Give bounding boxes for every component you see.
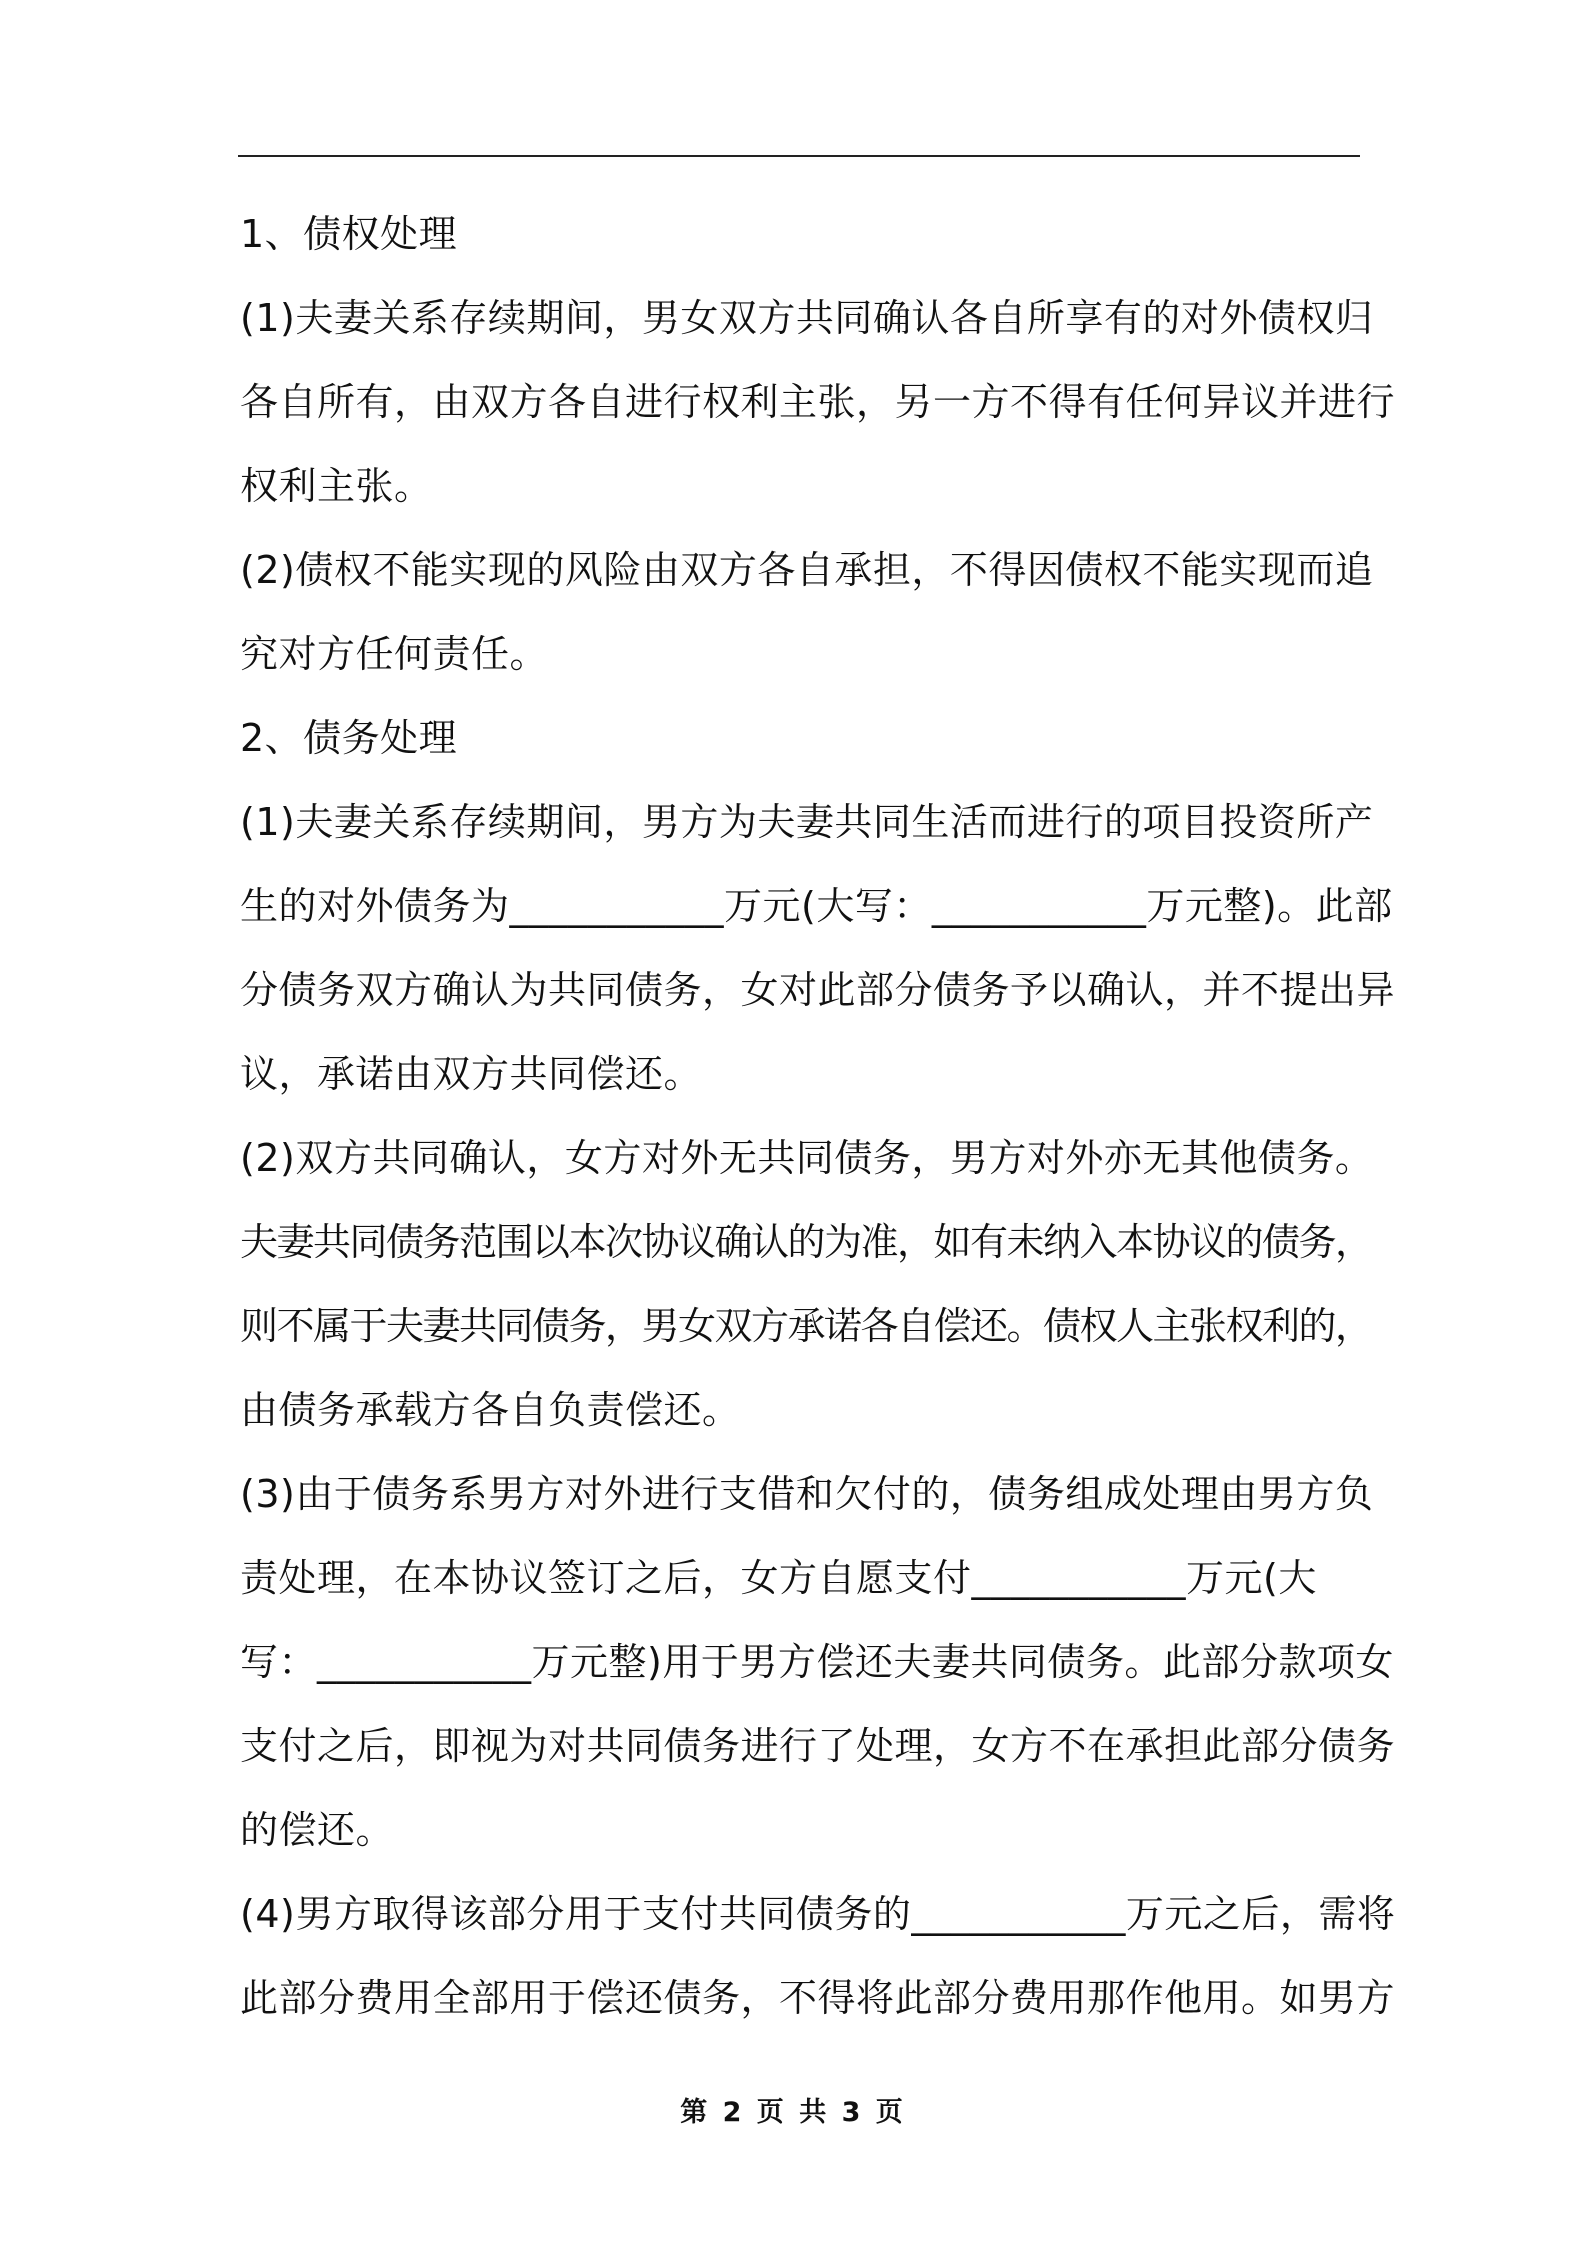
- paragraph-line: 此部分费用全部用于偿还债务，不得将此部分费用那作他用。如男方: [240, 1976, 1396, 2020]
- paragraph-line: (1)夫妻关系存续期间，男方为夫妻共同生活而进行的项目投资所产: [240, 800, 1374, 844]
- paragraph-line: (2)债权不能实现的风险由双方各自承担，不得因债权不能实现而追: [240, 548, 1374, 592]
- paragraph-line: 的偿还。: [240, 1808, 395, 1852]
- paragraph-line: 究对方任何责任。: [240, 632, 549, 676]
- document-body: [240, 192, 1396, 2040]
- paragraph-line: 写：___________万元整)用于男方偿还夫妻共同债务。此部分款项女: [240, 1640, 1394, 1684]
- section-heading-debt-handling: 2、债务处理: [240, 716, 458, 760]
- paragraph-line: 责处理，在本协议签订之后，女方自愿支付___________万元(大: [240, 1556, 1317, 1600]
- header-rule: [238, 155, 1360, 157]
- section-heading-debt-rights: 1、债权处理: [240, 212, 458, 256]
- paragraph-line: 分债务双方确认为共同债务，女对此部分债务予以确认，并不提出异: [240, 968, 1396, 1012]
- paragraph-line: 支付之后，即视为对共同债务进行了处理，女方不在承担此部分债务: [240, 1724, 1396, 1768]
- paragraph-line: (2)双方共同确认，女方对外无共同债务，男方对外亦无其他债务。: [240, 1136, 1374, 1180]
- paragraph-line: 各自所有，由双方各自进行权利主张，另一方不得有任何异议并进行: [240, 380, 1396, 424]
- paragraph-line: (4)男方取得该部分用于支付共同债务的___________万元之后，需将: [240, 1892, 1396, 1936]
- paragraph-line: 夫妻共同债务范围以本次协议确认的为准，如有未纳入本协议的债务，: [240, 1220, 1372, 1264]
- paragraph-line: 权利主张。: [240, 464, 433, 508]
- paragraph-line: 生的对外债务为___________万元(大写：___________万元整)。此部: [240, 884, 1393, 928]
- paragraph-line: 由债务承载方各自负责偿还。: [240, 1388, 741, 1432]
- paragraph-line: (1)夫妻关系存续期间，男女双方共同确认各自所享有的对外债权归: [240, 296, 1374, 340]
- paragraph-line: (3)由于债务系男方对外进行支借和欠付的，债务组成处理由男方负: [240, 1472, 1374, 1516]
- paragraph-line: 则不属于夫妻共同债务，男女双方承诺各自偿还。债权人主张权利的，: [240, 1304, 1372, 1348]
- paragraph-line: 议，承诺由双方共同偿还。: [240, 1052, 703, 1096]
- page-number-footer: 第 2 页 共 3 页: [680, 2097, 906, 2128]
